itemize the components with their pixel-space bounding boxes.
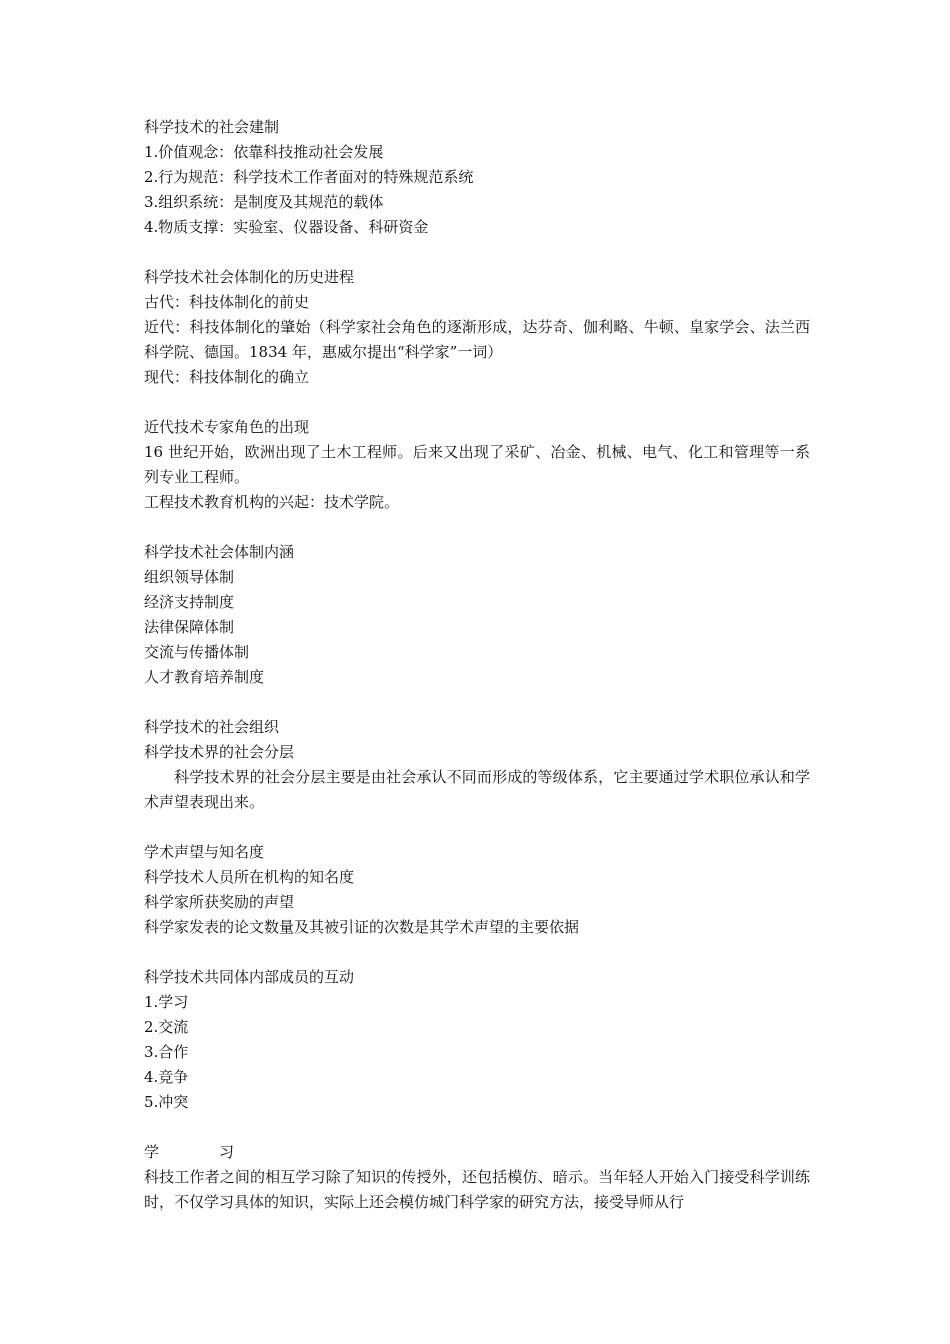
list-item: 交流与传播体制 <box>144 643 250 661</box>
section-title-institution-content: 科学技术社会体制内涵 <box>144 543 295 561</box>
section-title-learning-char1: 学 <box>144 1143 160 1161</box>
document-page <box>144 115 810 1215</box>
section-title-experts: 近代技术专家角色的出现 <box>144 418 310 436</box>
section-title-learning <box>144 1140 810 1165</box>
list-item: 2.交流 <box>144 1018 189 1036</box>
list-item: 3.组织系统：是制度及其规范的载体 <box>144 193 384 211</box>
experts-paragraph: 16 世纪开始，欧洲出现了土木工程师。后来又出现了采矿、冶金、机械、电气、化工和管理等一系列专业工程师。 <box>144 443 810 486</box>
blank-line <box>144 940 810 965</box>
list-item: 5.冲突 <box>144 1093 189 1111</box>
blank-line <box>144 515 810 540</box>
list-item: 科学家所获奖励的声望 <box>144 893 295 911</box>
list-item: 科学技术人员所在机构的知名度 <box>144 868 355 886</box>
subsection-title-stratification: 科学技术界的社会分层 <box>144 743 295 761</box>
list-item: 法律保障体制 <box>144 618 235 636</box>
learning-paragraph: 科技工作者之间的相互学习除了知识的传授外，还包括模仿、暗示。当年轻人开始入门接受科学训练时，不仅学习具体的知识，实际上还会模仿城门科学家的研究方法，接受导师从行 <box>144 1168 810 1211</box>
history-ancient: 古代：科技体制化的前史 <box>144 293 310 311</box>
blank-line <box>144 690 810 715</box>
section-title-reputation: 学术声望与知名度 <box>144 843 265 861</box>
list-item: 经济支持制度 <box>144 593 235 611</box>
blank-line <box>144 815 810 840</box>
list-item: 4.竞争 <box>144 1068 189 1086</box>
blank-line <box>144 1115 810 1140</box>
list-item: 3.合作 <box>144 1043 189 1061</box>
section-title-history: 科学技术社会体制化的历史进程 <box>144 268 355 286</box>
section-title-interaction: 科学技术共同体内部成员的互动 <box>144 968 355 986</box>
section-title-learning-char2: 习 <box>219 1143 235 1161</box>
section-title-social-institution: 科学技术的社会建制 <box>144 118 280 136</box>
list-item: 组织领导体制 <box>144 568 235 586</box>
blank-line <box>144 390 810 415</box>
list-item: 科学家发表的论文数量及其被引证的次数是其学术声望的主要依据 <box>144 918 580 936</box>
section-title-social-organization: 科学技术的社会组织 <box>144 718 280 736</box>
history-contemporary: 现代：科技体制化的确立 <box>144 368 310 386</box>
list-item: 4.物质支撑：实验室、仪器设备、科研资金 <box>144 218 429 236</box>
experts-education-line: 工程技术教育机构的兴起：技术学院。 <box>144 493 400 511</box>
list-item: 1.学习 <box>144 993 189 1011</box>
list-item: 2.行为规范：科学技术工作者面对的特殊规范系统 <box>144 168 474 186</box>
stratification-paragraph: 科学技术界的社会分层主要是由社会承认不同而形成的等级体系，它主要通过学术职位承认和学术声望表现出来。 <box>144 768 810 811</box>
blank-line <box>144 240 810 265</box>
list-item: 1.价值观念：依靠科技推动社会发展 <box>144 143 384 161</box>
list-item: 人才教育培养制度 <box>144 668 265 686</box>
history-modern-paragraph: 近代：科技体制化的肇始（科学家社会角色的逐渐形成，达芬奇、伽利略、牛顿、皇家学会、法兰西科学院、德国。1834 年，惠威尔提出“科学家”一词） <box>144 318 810 361</box>
